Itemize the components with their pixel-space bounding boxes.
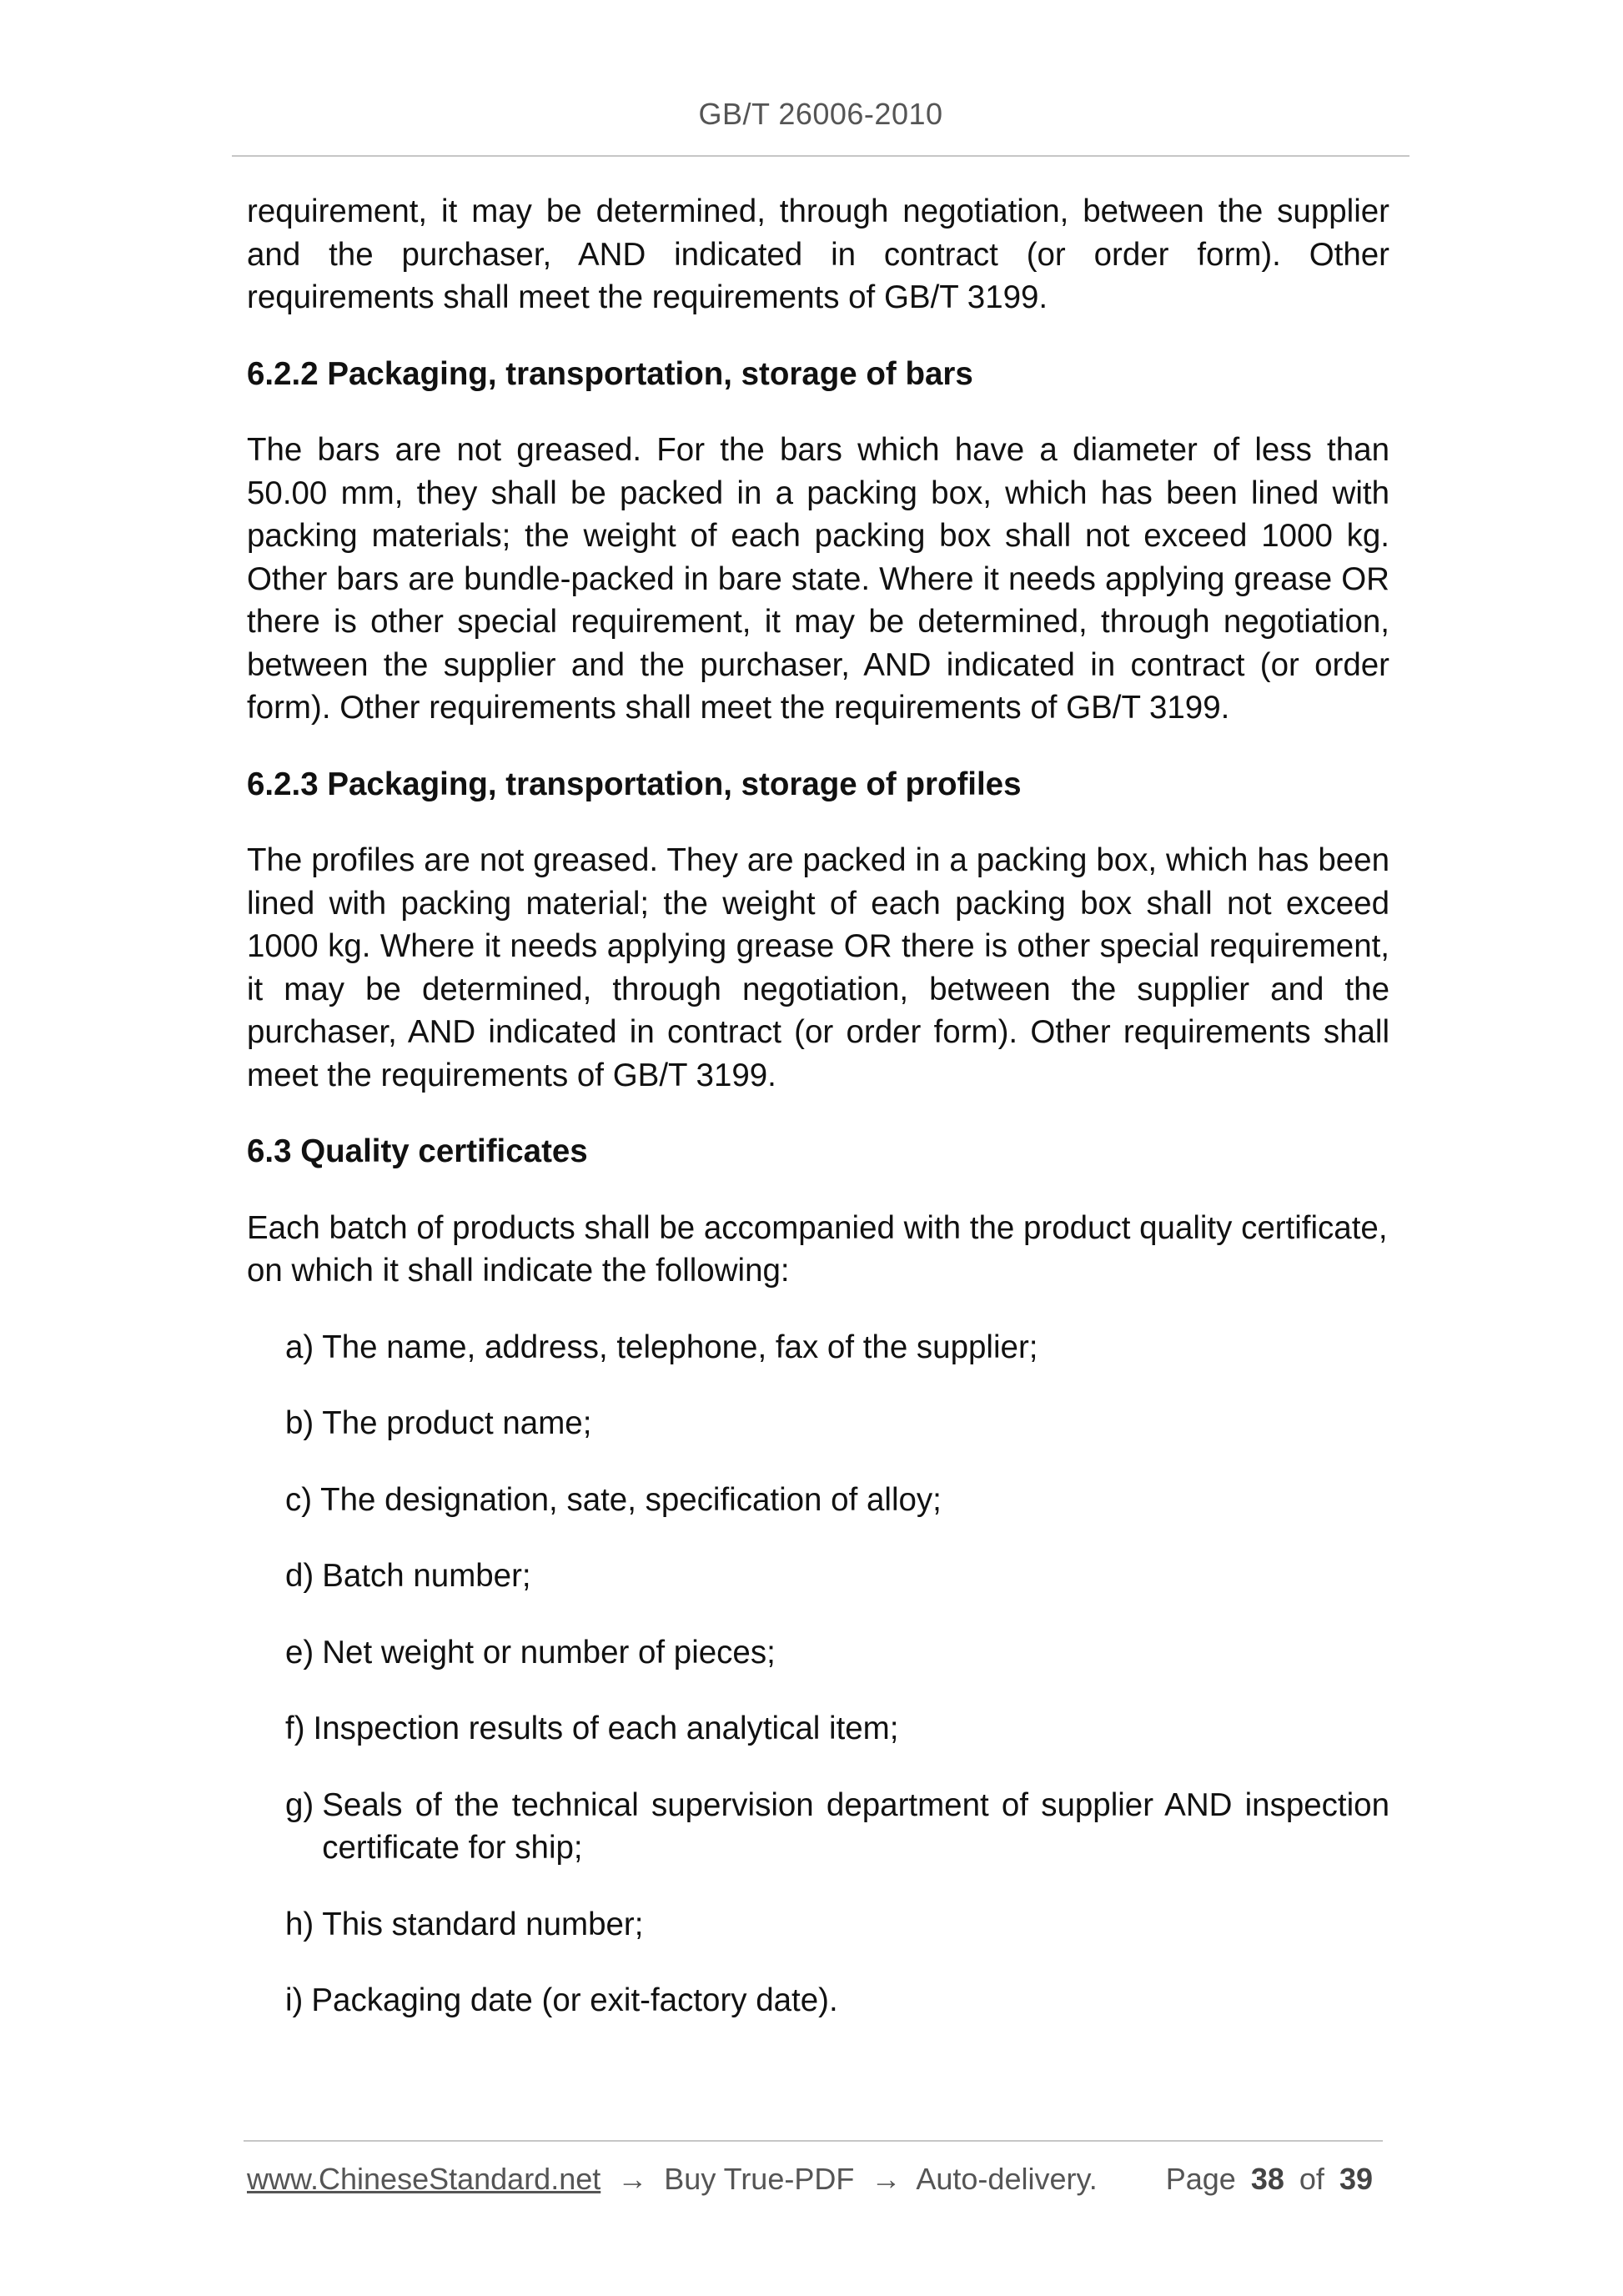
list-marker: b) (285, 1405, 314, 1441)
intro-paragraph: requirement, it may be determined, through negotiation, between the supplier and the purchaser, AND indicated in contract (or order form). Other requirements shall meet the requirements of GB/T 3199. (247, 193, 1389, 315)
page-header: GB/T 26006-2010 (698, 97, 943, 131)
list-item (285, 1555, 1389, 1598)
list-marker: d) (285, 1558, 314, 1594)
section-heading-6-2-2: 6.2.2 Packaging, transportation, storage of bars (247, 355, 973, 392)
list-text: The designation, sate, specification of alloy; (320, 1481, 942, 1518)
buy-text: Buy True-PDF (664, 2162, 855, 2196)
list-text: The name, address, telephone, fax of the supplier; (322, 1329, 1038, 1365)
list-marker: g) (285, 1786, 314, 1823)
page-total: 39 (1339, 2162, 1373, 2196)
section-heading-6-2-3: 6.2.3 Packaging, transportation, storage of profiles (247, 766, 1022, 802)
page-current: 38 (1250, 2162, 1284, 2196)
list-item (285, 1402, 1389, 1445)
section-body-6-3: Each batch of products shall be accompanied with the product quality certificate, on which it shall indicate the following: (247, 1209, 1388, 1289)
list-text: The product name; (322, 1405, 592, 1441)
list-item (285, 1979, 1389, 2022)
list-item (285, 1631, 1389, 1675)
list-item (285, 1479, 1389, 1522)
section-body-6-2-2: The bars are not greased. For the bars which have a diameter of less than 50.00 mm, they shall be packed in a packing box, which has been lined with packing materials; the weight of each packing box shall not exceed 1000 kg. Other bars are bundle-packed in bare state. Where it needs applying grease OR there is other special requirement, it may be determined, through negotiation, between the supplier and the purchaser, AND indicated in contract (or order form). Other requirements shall meet the requirements of GB/T 3199. (247, 432, 1389, 726)
document-body (247, 190, 1389, 2056)
site-link[interactable]: www.ChineseStandard.net (247, 2162, 601, 2196)
list-text: Batch number; (322, 1558, 531, 1594)
section-heading-6-3: 6.3 Quality certificates (247, 1133, 588, 1169)
section-body-6-2-3: The profiles are not greased. They are packed in a packing box, which has been lined with packing material; the weight of each packing box shall not exceed 1000 kg. Where it needs applying grease OR there is other special requirement, it may be determined, through negotiation, between the supplier and the purchaser, AND indicated in contract (or order form). Other requirements shall meet the requirements of GB/T 3199. (247, 842, 1389, 1093)
arrow-right-icon: → (617, 2162, 648, 2196)
page-label: Page (1165, 2162, 1236, 2196)
list-marker: c) (285, 1481, 313, 1518)
arrow-right-icon: → (871, 2162, 902, 2196)
list-text: Inspection results of each analytical item; (313, 1711, 899, 1746)
page-of-label: of (1299, 2162, 1324, 2196)
footer-divider (244, 2140, 1383, 2142)
list-item (285, 1326, 1389, 1369)
list-item (285, 1707, 1389, 1751)
delivery-text: Auto-delivery. (916, 2162, 1098, 2196)
footer-promo (247, 2162, 1098, 2197)
list-item (285, 1784, 1389, 1870)
list-marker: a) (285, 1329, 314, 1365)
list-text: This standard number; (322, 1906, 644, 1942)
list-marker: i) (285, 1982, 304, 2018)
list-item (285, 1903, 1389, 1947)
list-text: Net weight or number of pieces; (322, 1634, 776, 1671)
header-divider (232, 155, 1409, 157)
list-marker: f) (285, 1711, 305, 1746)
page-indicator (1163, 2162, 1376, 2197)
list-text: Seals of the technical supervision department of supplier AND inspection certificate for ship; (322, 1786, 1389, 1866)
list-marker: h) (285, 1906, 314, 1942)
list-marker: e) (285, 1634, 314, 1671)
list-text: Packaging date (or exit-factory date). (311, 1982, 838, 2018)
page-footer (247, 2162, 1376, 2197)
